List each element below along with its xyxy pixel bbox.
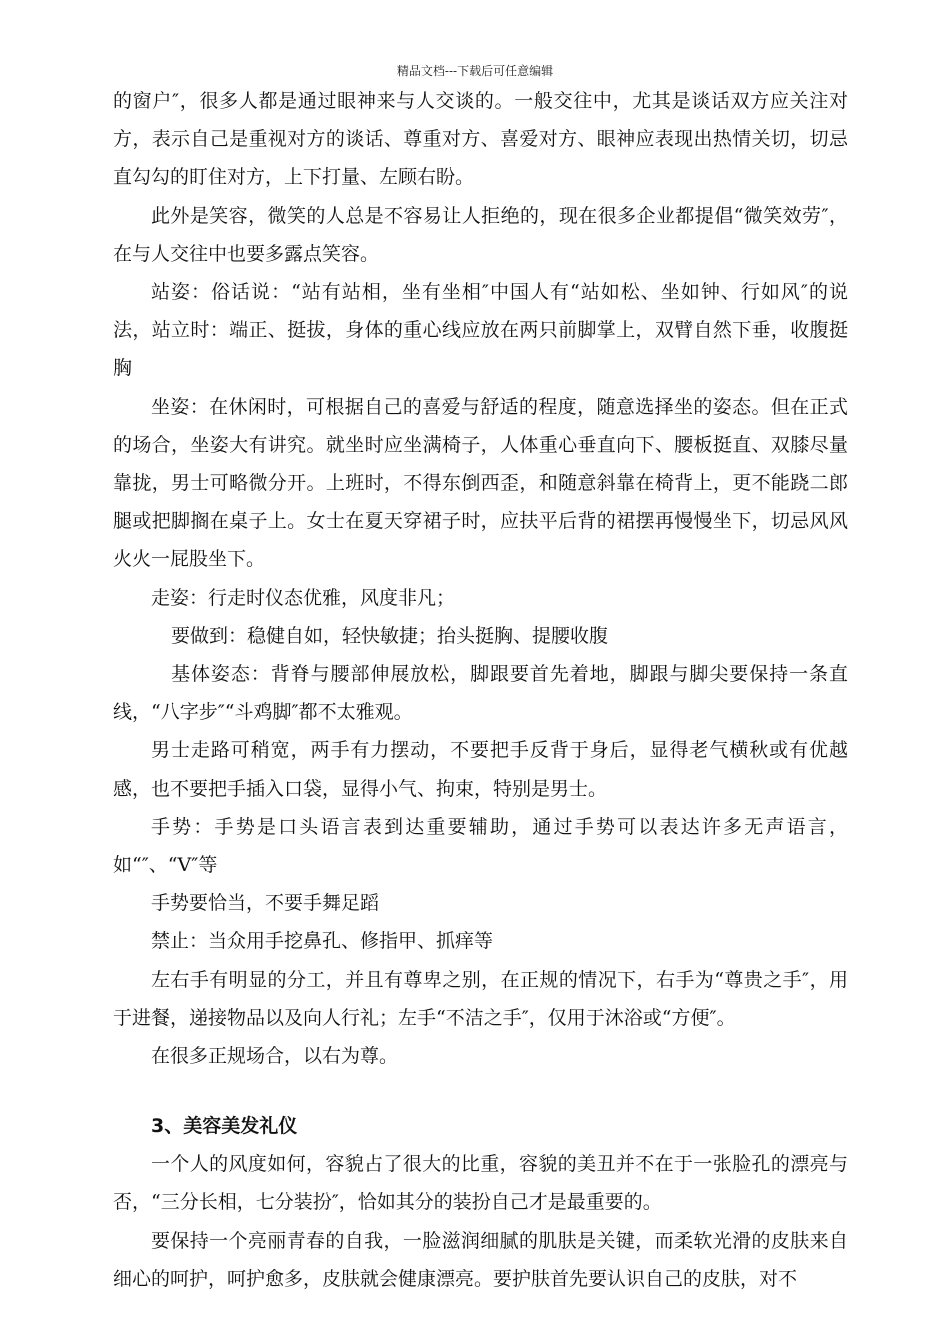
paragraph-walking-requirements: 要做到：稳健自如，轻快敏捷；抬头挺胸、提腰收腹 bbox=[171, 624, 609, 647]
paragraph-walking-posture: 走姿：行走时仪态优雅，风度非凡； bbox=[151, 586, 456, 609]
paragraph-eye-contact: 的窗户″，很多人都是通过眼神来与人交谈的。一般交往中，尤其是谈话双方应关注对方，表示自己是重视对方的谈话、尊重对方、喜爱对方、眼神应表现出热情关切，切忌直勾勾的盯住对方，上下打量、左顾右盼。 bbox=[113, 90, 848, 189]
paragraph-gestures: 手势：手势是口头语言表到达重要辅助，通过手势可以表达许多无声语言，如“″、“V″等 bbox=[113, 815, 848, 877]
paragraph-appearance: 一个人的风度如何，容貌占了很大的比重，容貌的美丑并不在于一张脸孔的漂亮与否，“三分长相，七分装扮″，恰如其分的装扮自己才是最重要的。 bbox=[113, 1153, 848, 1214]
paragraph-sitting-posture: 坐姿：在休闲时，可根据自己的喜爱与舒适的程度，随意选择坐的姿态。但在正式的场合，坐姿大有讲究。就坐时应坐满椅子，人体重心垂直向下、腰板挺直、双膝尽量靠拢，男士可略微分开。上班时，不得东倒西歪，和随意斜靠在椅背上，更不能跷二郎腿或把脚搁在桌子上。女士在夏天穿裙子时，应扶平后背的裙摆再慢慢坐下，切忌风风火火一屁股坐下。 bbox=[113, 395, 848, 571]
paragraph-prohibited: 禁止：当众用手挖鼻孔、修指甲、抓痒等 bbox=[151, 930, 494, 953]
section-heading: 3、美容美发礼仪 bbox=[151, 1115, 298, 1138]
paragraph-basic-posture: 基体姿态：背脊与腰部伸展放松，脚跟要首先着地，脚跟与脚尖要保持一条直线，“八字步″“斗鸡脚″都不太雅观。 bbox=[113, 663, 848, 724]
page-header: 精品文档---下载后可任意编辑 bbox=[396, 64, 554, 78]
paragraph-left-right-hands: 左右手有明显的分工，并且有尊卑之别，在正规的情况下，右手为“尊贵之手″，用于进餐，递接物品以及向人行礼；左手“不洁之手″，仅用于沐浴或“方便″。 bbox=[113, 968, 848, 1029]
paragraph-gesture-appropriate: 手势要恰当，不要手舞足蹈 bbox=[151, 892, 380, 915]
paragraph-men-walking: 男士走路可稍宽，两手有力摆动，不要把手反背于身后，显得老气横秋或有优越感，也不要把手插入口袋，显得小气、拘束，特别是男士。 bbox=[113, 739, 848, 800]
document-body bbox=[113, 82, 848, 1298]
paragraph-standing-posture: 站姿：俗话说：“站有站相，坐有坐相″中国人有“站如松、坐如钟、行如风″的说法，站立时：端正、挺拔，身体的重心线应放在两只前脚掌上，双臂自然下垂，收腹挺胸 bbox=[113, 281, 848, 380]
paragraph-smile: 此外是笑容，微笑的人总是不容易让人拒绝的，现在很多企业都提倡“微笑效劳″，在与人交往中也要多露点笑容。 bbox=[113, 204, 848, 265]
paragraph-skin-care: 要保持一个亮丽青春的自我，一脸滋润细腻的肌肤是关键，而柔软光滑的皮肤来自细心的呵护，呵护愈多，皮肤就会健康漂亮。要护肤首先要认识自己的皮肤，对不 bbox=[113, 1229, 848, 1290]
section-gap bbox=[113, 1075, 848, 1107]
paragraph-right-is-honored: 在很多正规场合，以右为尊。 bbox=[151, 1045, 399, 1068]
